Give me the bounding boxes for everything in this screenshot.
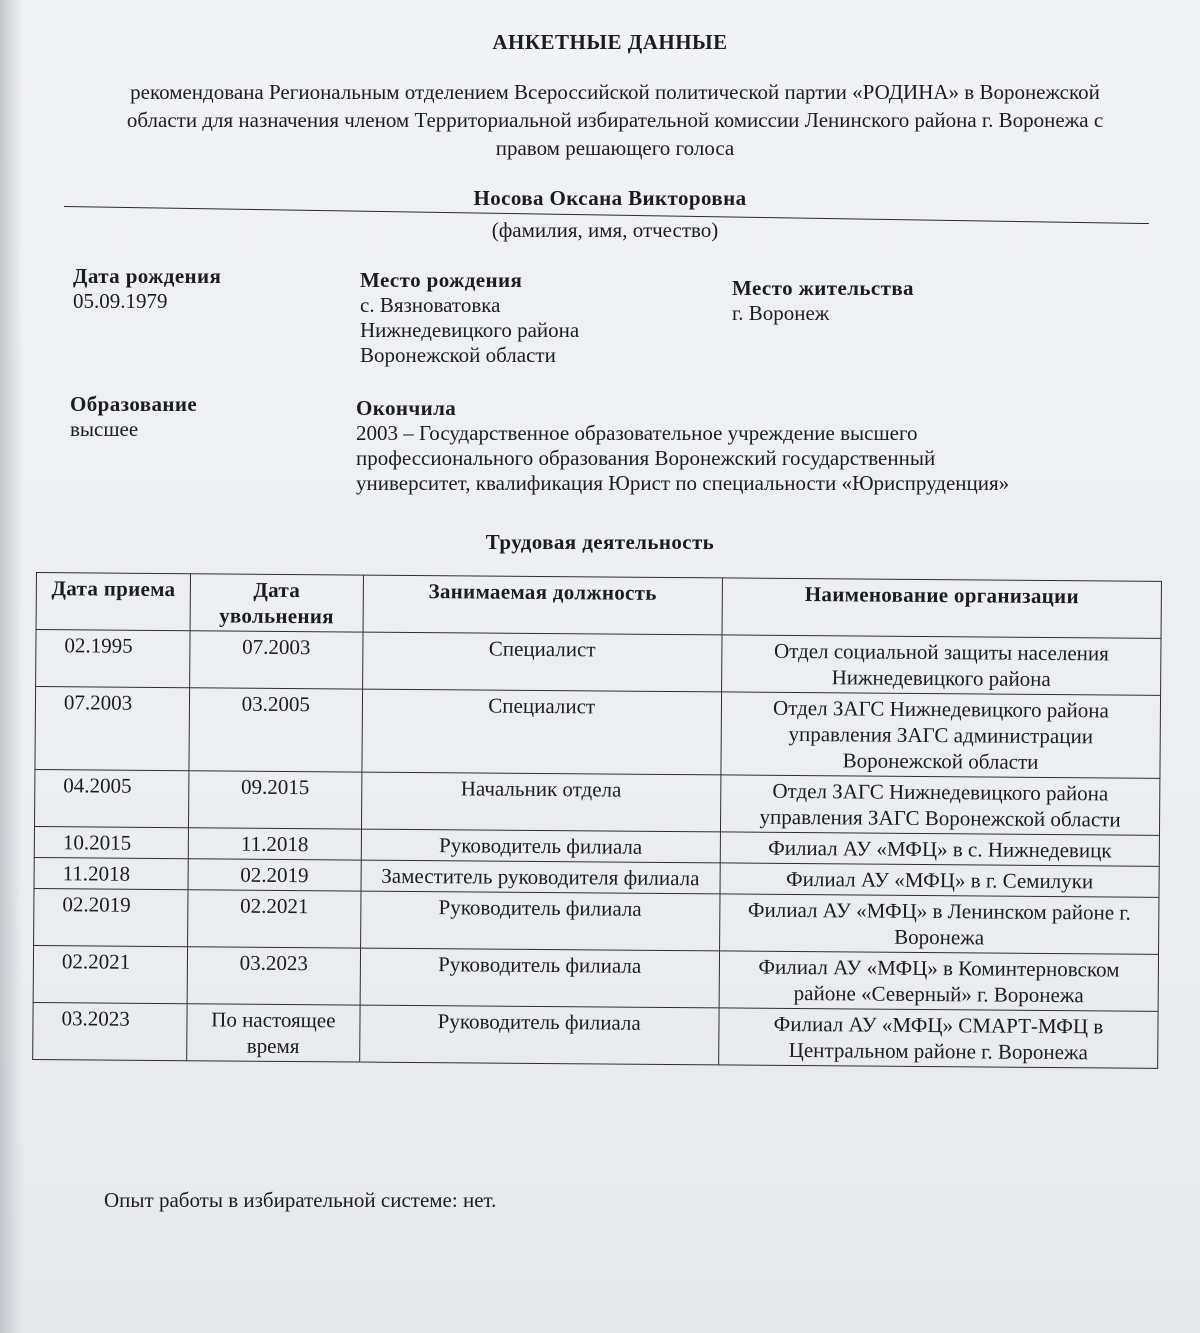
header-start-date: Дата приема [36,573,191,631]
birthdate-label: Дата рождения [73,264,222,288]
cell-organization: Филиал АУ «МФЦ» в Коминтерновском районе «Северный» г. Воронежа [719,951,1158,1011]
birthplace-field [360,268,720,368]
cell-organization: Филиал АУ «МФЦ» СМАРТ-МФЦ в Центральном районе г. Воронежа [719,1008,1158,1068]
cell-position: Специалист [361,689,721,775]
full-name: Носова Оксана Викторовна [473,186,747,210]
cell-organization: Отдел ЗАГС Нижнедевицкого района управления ЗАГС Воронежской области [721,775,1160,835]
graduated-field [356,396,1146,496]
residence-field [732,276,1032,326]
table-header-row [36,573,1161,639]
cell-end-date: 11.2018 [188,828,361,860]
cell-position: Руководитель филиала [360,948,720,1008]
cell-organization: Филиал АУ «МФЦ» в г. Семилуки [720,863,1159,897]
graduated-value: 2003 – Государственное образовательное учреждение высшего профессионального образования Воронежский государственный университет, квалификация Юрист по специальности «Юриспруденция» [356,421,1010,495]
cell-start-date: 11.2018 [34,857,188,889]
residence-label: Место жительства [732,276,914,300]
birthdate-field [73,264,333,314]
birthdate-value: 05.09.1979 [73,289,168,313]
cell-end-date: 03.2005 [189,688,362,772]
header-end-date: Дата увольнения [190,574,363,632]
graduated-label: Окончила [356,396,457,420]
cell-end-date: 07.2003 [190,631,363,689]
table-row [33,945,1158,1011]
table-row [35,769,1160,835]
work-history-table [32,572,1162,1069]
cell-start-date: 04.2005 [35,769,190,827]
table-row [35,687,1161,779]
cell-end-date: 03.2023 [187,947,360,1005]
cell-position: Заместитель руководителя филиала [361,860,721,894]
education-field [70,392,330,442]
cell-start-date: 10.2015 [34,826,188,858]
cell-position: Руководитель филиала [360,891,720,951]
residence-value: г. Воронеж [732,301,830,325]
cell-position: Начальник отдела [361,772,721,832]
cell-position: Руководитель филиала [361,829,721,863]
cell-position: Специалист [362,632,722,692]
cell-organization: Филиал АУ «МФЦ» в с. Нижнедевицк [720,832,1159,866]
cell-start-date: 07.2003 [35,687,190,771]
cell-position: Руководитель филиала [359,1005,719,1065]
education-label: Образование [70,392,198,416]
work-history-rows [33,630,1161,1069]
cell-end-date: 09.2015 [189,771,362,829]
cell-organization: Филиал АУ «МФЦ» в Ленинском районе г. Воронежа [720,894,1159,954]
document-title: АНКЕТНЫЕ ДАННЫЕ [492,30,728,54]
cell-start-date: 02.2019 [34,888,189,946]
cell-start-date: 03.2023 [33,1002,188,1060]
cell-organization: Отдел ЗАГС Нижнедевицкого района управления ЗАГС администрации Воронежской области [721,692,1161,778]
table-row [33,1002,1158,1068]
cell-end-date: 02.2019 [188,859,361,891]
cell-end-date: 02.2021 [188,890,361,948]
work-section-title: Трудовая деятельность [485,530,715,554]
header-organization: Наименование организации [722,578,1161,638]
cell-organization: Отдел социальной защиты населения Нижнедевицкого района [722,635,1161,695]
education-value: высшее [70,417,139,441]
cell-end-date: По настоящее время [187,1004,360,1062]
table-row [36,630,1161,696]
name-caption: (фамилия, имя, отчество) [491,218,719,242]
birthplace-label: Место рождения [360,268,523,292]
birthplace-value: с. Вязноватовка Нижнедевицкого района Воронежской области [360,293,580,367]
cell-start-date: 02.1995 [36,630,191,688]
document-subtitle: рекомендована Региональным отделением Всероссийской политической партии «РОДИНА» в Воронежской области для назначения членом Территориальной избирательной комиссии Ленинского района г. Воронежа с правом решающего голоса [126,80,1104,160]
header-position: Занимаемая должность [363,575,723,635]
cell-start-date: 02.2021 [33,945,188,1003]
table-row [34,888,1159,954]
election-experience-note: Опыт работы в избирательной системе: нет. [104,1188,497,1212]
